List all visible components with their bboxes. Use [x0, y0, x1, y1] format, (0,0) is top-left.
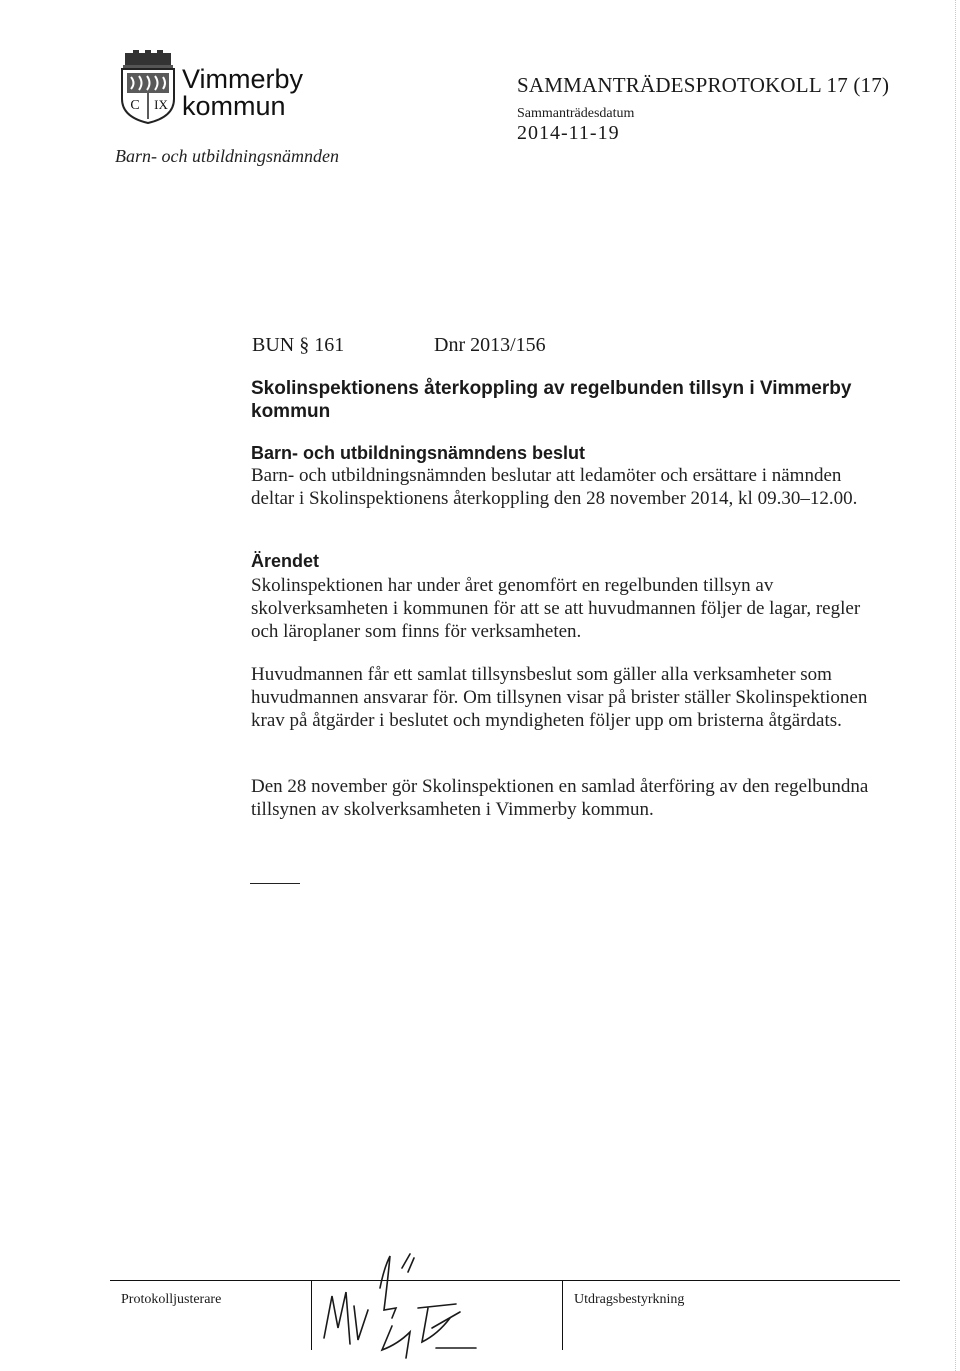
- matter-paragraph: Den 28 november gör Skolinspektionen en samlad återföring av den regelbundna tillsynen av skolverksamheten i Vimmerby kommun.: [251, 776, 869, 820]
- protocol-title: SAMMANTRÄDESPROTOKOLL 17 (17): [517, 73, 890, 97]
- meeting-date: 2014-11-19: [517, 122, 620, 144]
- case-reference-line: [252, 334, 546, 357]
- diary-number: Dnr 2013/156: [434, 334, 546, 356]
- footer-divider: [562, 1280, 563, 1350]
- meeting-date-label: Sammanträdesdatum: [517, 106, 635, 121]
- protocol-adjusters-label: Protokolljusterare: [121, 1292, 222, 1307]
- scan-edge-line: [955, 0, 956, 1371]
- handwritten-signature: [318, 1248, 518, 1366]
- municipality-name: [182, 66, 303, 120]
- decision-text: Barn- och utbildningsnämnden beslutar att ledamöter och ersättare i nämnden deltar i Skolinspektionens återkoppling den 28 november 2014, kl 09.30–12.00.: [251, 465, 858, 509]
- matter-paragraph: Skolinspektionen har under året genomfört en regelbunden tillsyn av skolverksamheten i kommunen för att se att huvudmannen följer de lagar, regler och läroplaner som finns för verksamheten.: [251, 575, 861, 642]
- committee-name: Barn- och utbildningsnämnden: [115, 146, 339, 166]
- section-end-rule: [250, 883, 300, 884]
- footer-divider: [311, 1280, 312, 1350]
- decision-heading: Barn- och utbildningsnämndens beslut: [251, 443, 586, 463]
- svg-text:C: C: [130, 98, 140, 113]
- extract-certification-label: Utdragsbestyrkning: [574, 1292, 685, 1307]
- matter-heading: Ärendet: [251, 551, 320, 571]
- case-title: Skolinspektionens återkoppling av regelbunden tillsyn i Vimmerby kommun: [251, 378, 852, 422]
- municipality-line2: kommun: [182, 91, 286, 121]
- svg-text:IX: IX: [154, 97, 168, 112]
- paragraph-reference: BUN § 161: [252, 334, 345, 356]
- municipality-crest-logo: [119, 49, 177, 125]
- municipality-line1: Vimmerby: [182, 64, 304, 94]
- matter-paragraph: Huvudmannen får ett samlat tillsynsbeslut som gäller alla verksamheter som huvudmannen ansvarar för. Om tillsynen visar på brister ställer Skolinspektionen krav på åtgärder i beslutet och myndigheten följer upp om bristerna åtgärdats.: [251, 664, 868, 731]
